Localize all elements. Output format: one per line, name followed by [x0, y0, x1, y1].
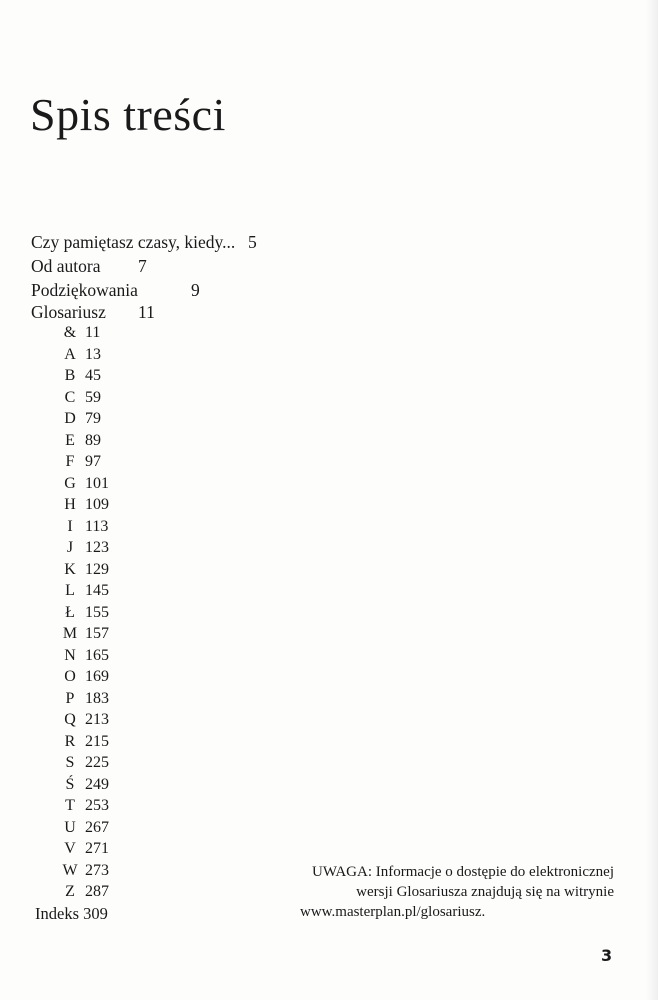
letter-label: &	[63, 324, 77, 341]
letter-page: 225	[85, 754, 109, 771]
toc-entry-label: Czy pamiętasz czasy, kiedy...	[31, 232, 236, 252]
page-number: 3	[601, 946, 613, 965]
letter-page: 59	[85, 388, 101, 406]
letter-label: Z	[65, 883, 75, 900]
letter-page: 183	[85, 689, 109, 707]
letter-label: J	[66, 539, 74, 556]
letter-label: C	[64, 388, 76, 406]
letter-page: 123	[85, 539, 109, 556]
letter-label: G	[64, 474, 76, 492]
letter-label: V	[64, 840, 76, 857]
letter-label: B	[64, 367, 76, 384]
note-line-1: UWAGA: Informacje o dostępie do elektronicznej	[312, 864, 614, 880]
letter-label: Q	[64, 711, 76, 728]
letter-page: 213	[85, 711, 109, 728]
toc-entry-glosariusz[interactable]	[31, 302, 155, 322]
letter-page: 129	[85, 560, 109, 578]
letter-label: K	[64, 560, 76, 578]
letter-page: 157	[85, 625, 109, 642]
letter-label: F	[65, 453, 75, 470]
letter-page: 145	[85, 582, 109, 599]
letter-label: W	[62, 861, 78, 879]
letter-label: D	[64, 410, 76, 427]
letter-label: L	[65, 582, 75, 599]
letter-page: 253	[85, 797, 109, 814]
letter-label: M	[62, 625, 78, 642]
letter-label: P	[65, 689, 75, 707]
toc-entry-czy-pamietasz[interactable]	[31, 232, 257, 252]
letter-label: E	[65, 431, 75, 449]
letter-page: 271	[85, 840, 109, 857]
letter-page: 113	[85, 517, 109, 535]
toc-entry-label: Podziękowania	[31, 280, 138, 300]
toc-entry-podziekowania[interactable]	[31, 280, 200, 300]
letter-label: H	[64, 496, 76, 513]
letter-label: S	[65, 754, 75, 771]
letter-page: 45	[85, 367, 101, 384]
letter-label: R	[64, 732, 76, 750]
toc-entry-indeks[interactable]	[35, 906, 108, 923]
letter-page: 267	[85, 818, 109, 836]
letter-page: 249	[85, 775, 109, 793]
letter-page: 97	[85, 453, 101, 470]
letter-label: Ś	[65, 775, 75, 793]
letter-label: N	[64, 646, 76, 664]
note-line-3: www.masterplan.pl/glosariusz.	[300, 904, 486, 920]
letter-label: U	[64, 818, 76, 836]
toc-entry-page: 5	[248, 232, 257, 252]
note-line-2: wersji Glosariusza znajdują się na witrynie	[356, 884, 614, 900]
toc-entry-page: 309	[83, 904, 108, 923]
letter-page: 109	[85, 496, 109, 513]
letter-page: 155	[85, 603, 109, 621]
letter-page: 11	[85, 324, 101, 341]
toc-entry-od-autora[interactable]	[31, 256, 147, 276]
letter-label: Ł	[65, 603, 75, 621]
toc-entry-label: Glosariusz	[31, 302, 106, 322]
letter-page: 165	[85, 646, 109, 664]
letter-label: O	[64, 668, 76, 685]
toc-entry-page: 9	[191, 280, 200, 300]
letter-page: 101	[85, 474, 109, 492]
electronic-version-note	[262, 862, 614, 922]
letter-page: 215	[85, 732, 109, 750]
letter-label: I	[67, 517, 73, 535]
letter-page: 273	[85, 861, 109, 879]
letter-page: 13	[85, 345, 101, 363]
letter-label: T	[65, 797, 75, 814]
toc-entry-label: Indeks	[35, 904, 79, 923]
letter-label: A	[64, 345, 76, 363]
letter-page: 287	[85, 883, 109, 900]
page-edge-shadow	[646, 0, 658, 1000]
letter-page: 79	[85, 410, 101, 427]
letter-page: 89	[85, 431, 101, 449]
toc-entry-label: Od autora	[31, 256, 101, 276]
toc-entry-page: 11	[138, 302, 155, 322]
toc-entry-page: 7	[138, 256, 147, 276]
letter-page: 169	[85, 668, 109, 685]
page-title: Spis treści	[30, 89, 226, 140]
